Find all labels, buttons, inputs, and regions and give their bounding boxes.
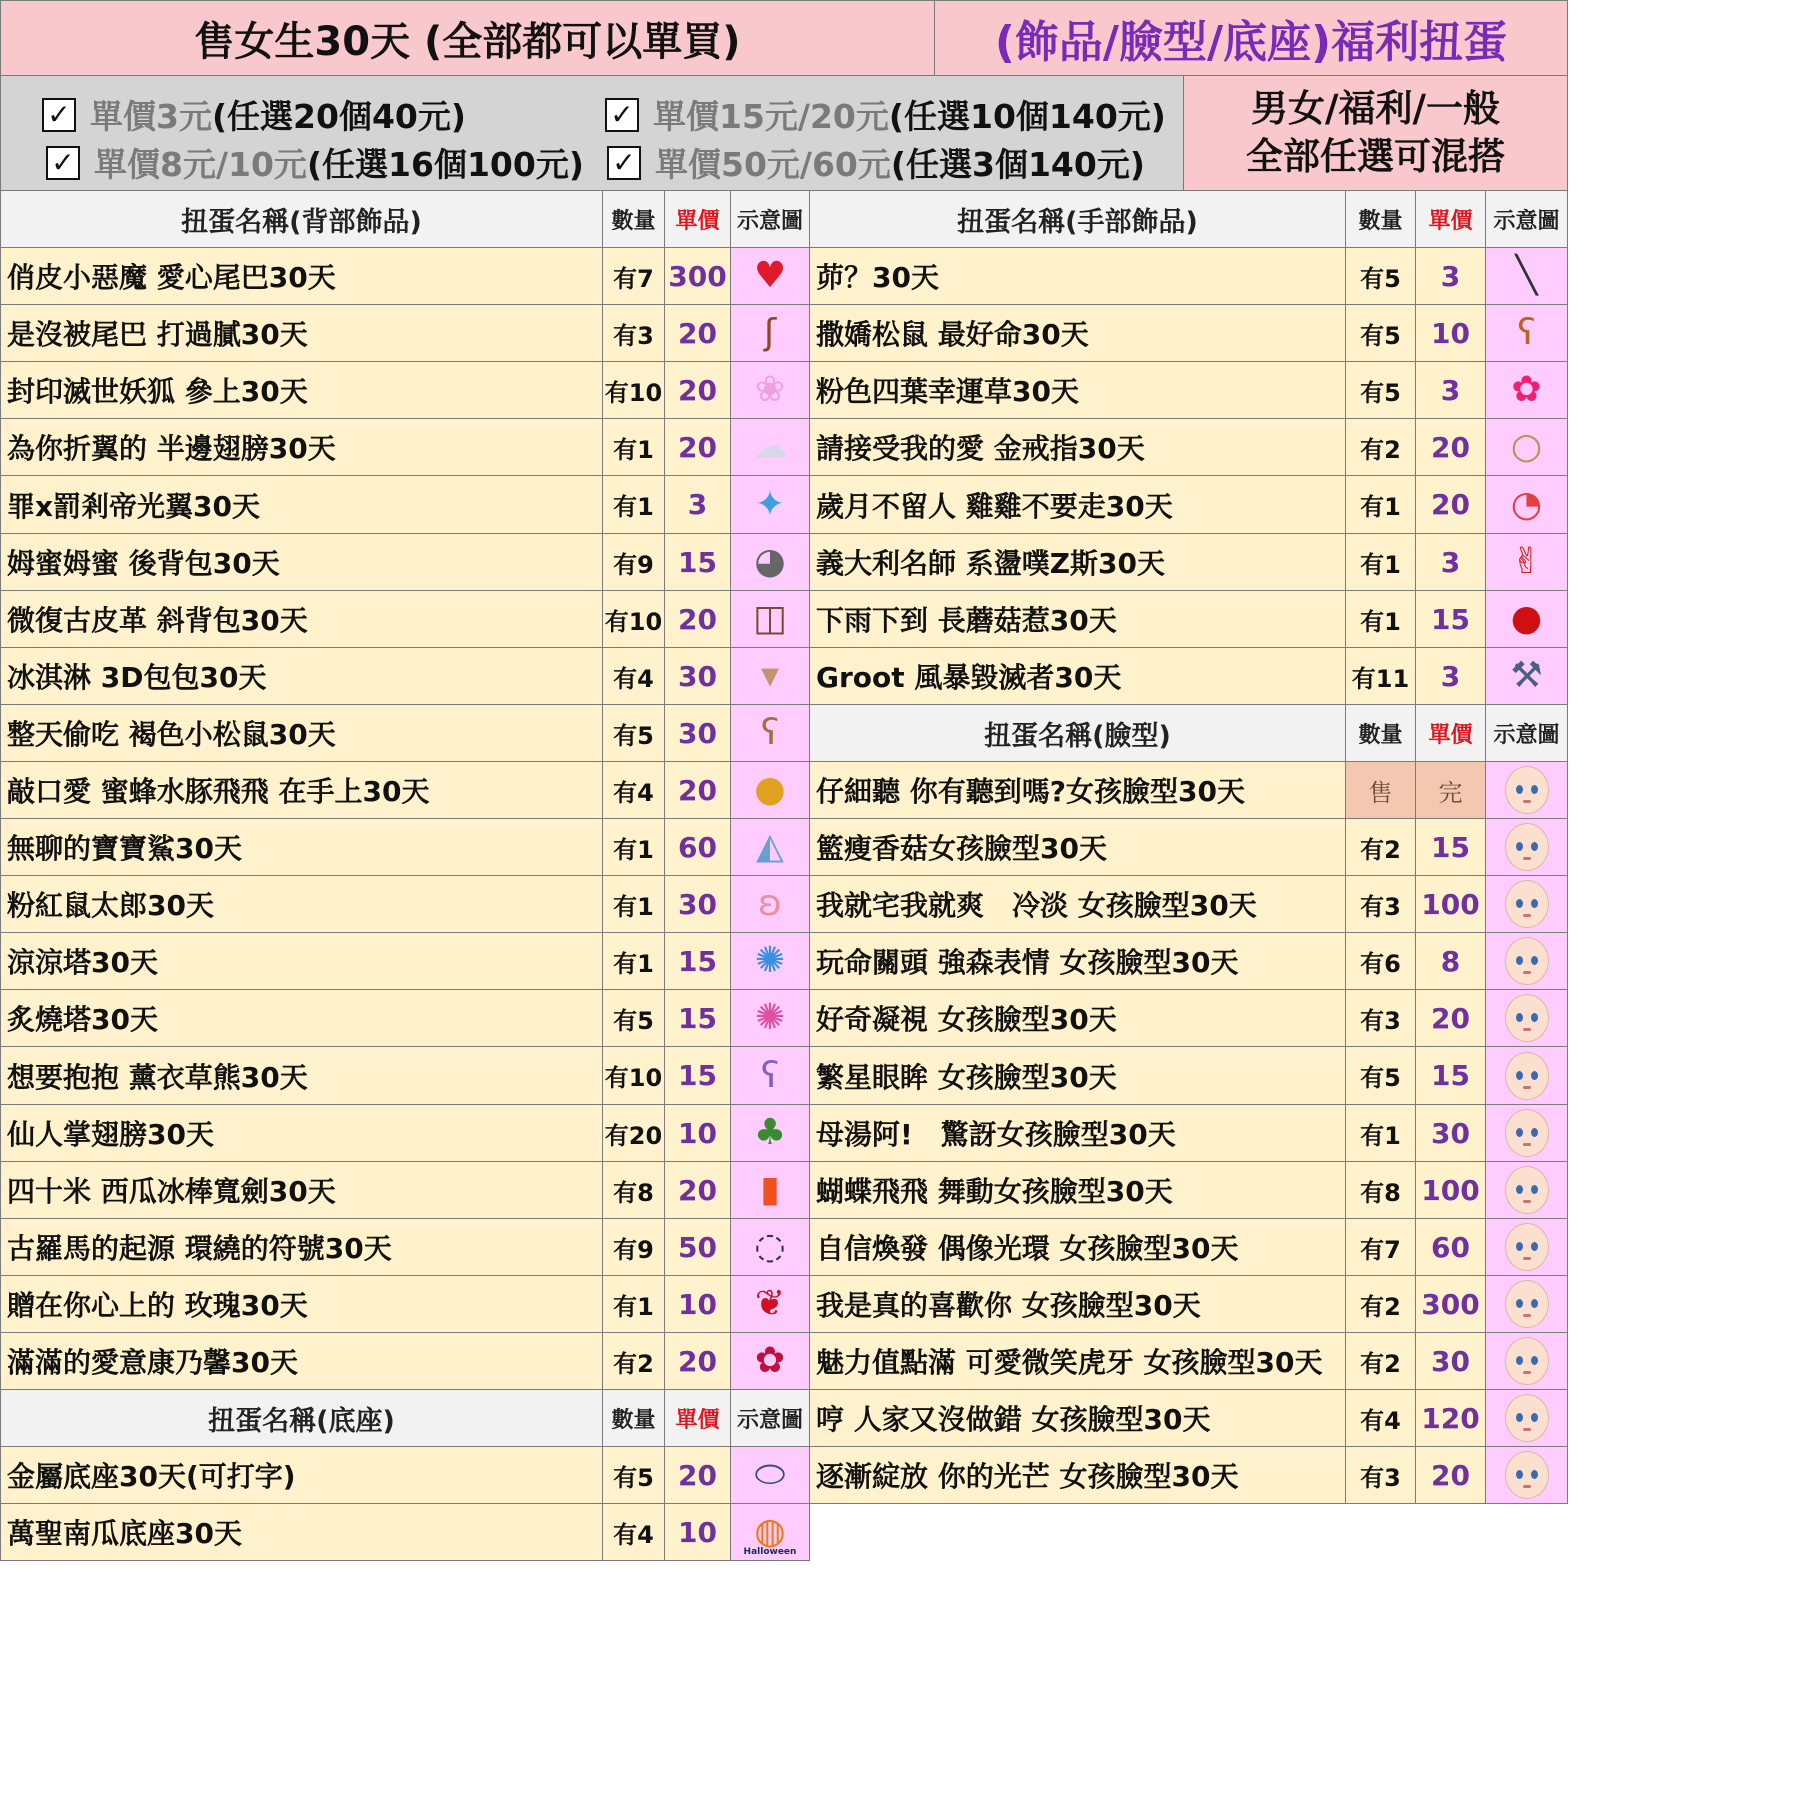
item-qty: 有1 — [602, 875, 665, 933]
item-price: 30 — [1415, 1104, 1486, 1162]
item-price: 30 — [664, 647, 731, 705]
gacha-title: (飾品/臉型/底座)福利扭蛋 — [934, 0, 1568, 76]
item-qty: 有10 — [602, 590, 665, 648]
item-price: 20 — [1415, 418, 1486, 476]
item-qty: 有5 — [1345, 361, 1416, 419]
option-8-10 — [46, 139, 584, 186]
light-wings-icon: ✦ — [754, 483, 786, 525]
item-price: 60 — [1415, 1218, 1486, 1276]
item-image — [730, 533, 810, 591]
item-qty: 有8 — [602, 1161, 665, 1219]
option-label: 單價3元 — [90, 97, 212, 136]
item-image — [1485, 1046, 1568, 1105]
item-qty: 有3 — [1345, 875, 1416, 933]
item-qty: 有1 — [602, 1275, 665, 1333]
pic-header: 示意圖 — [1485, 190, 1568, 248]
item-image — [730, 1046, 810, 1105]
item-qty: 有4 — [602, 647, 665, 705]
item-image — [1485, 932, 1568, 990]
hand-name-header: 扭蛋名稱(手部飾品) — [809, 190, 1346, 248]
baby-shark-icon: ◭ — [756, 826, 784, 867]
item-price: 20 — [664, 1446, 731, 1504]
item-name: 罪x罰剎帝光翼30天 — [0, 475, 603, 534]
item-name: 茆？30天 — [809, 247, 1346, 305]
item-name: 俏皮小惡魔 愛心尾巴30天 — [0, 247, 603, 305]
item-name: 撒嬌松鼠 最好命30天 — [809, 304, 1346, 362]
option-value: (任選20個40元) — [211, 97, 466, 136]
item-price: 20 — [664, 1332, 731, 1390]
item-qty: 有4 — [602, 761, 665, 819]
option-value: (任選3個140元) — [890, 145, 1145, 184]
item-price: 8 — [1415, 932, 1486, 990]
item-name: 哼 人家又沒做錯 女孩臉型30天 — [809, 1389, 1346, 1447]
face-sad-icon — [1505, 823, 1549, 871]
item-image — [730, 818, 810, 876]
item-price: 3 — [664, 475, 731, 534]
icecream-bag-icon: ▾ — [760, 655, 780, 696]
item-image — [1485, 590, 1568, 648]
item-name: 整天偷吃 褐色小松鼠30天 — [0, 704, 603, 762]
checkbox-icon[interactable]: ✓ — [605, 98, 639, 132]
half-wing-icon: ☁ — [752, 426, 788, 467]
option-value: (任選16個100元) — [306, 145, 584, 184]
item-image — [1485, 533, 1568, 591]
item-image — [730, 704, 810, 762]
option-value: (任選10個140元) — [888, 97, 1166, 136]
item-qty: 有11 — [1345, 647, 1416, 705]
item-qty: 有3 — [1345, 1446, 1416, 1504]
pumpkin-base-icon: ◍ — [754, 1511, 786, 1552]
item-image — [1485, 1332, 1568, 1390]
item-image — [1485, 761, 1568, 819]
face-listen-icon — [1505, 766, 1549, 814]
item-name: 粉紅鼠太郎30天 — [0, 875, 603, 933]
item-qty: 有3 — [602, 304, 665, 362]
option-50-60 — [607, 139, 1145, 186]
item-name: 歲月不留人 雞雞不要走30天 — [809, 475, 1346, 534]
price-header: 單價 — [664, 1389, 731, 1447]
item-price: 10 — [664, 1503, 731, 1561]
headers-face-header: 扭蛋名稱(臉型) — [809, 704, 1346, 762]
price-header: 單價 — [664, 190, 731, 248]
qty-header: 數量 — [1345, 190, 1416, 248]
item-image — [730, 1218, 810, 1276]
item-image — [730, 475, 810, 534]
gold-ring-icon: ○ — [1510, 426, 1543, 467]
item-image — [730, 1503, 810, 1561]
item-qty: 有2 — [1345, 418, 1416, 476]
face-curious-icon — [1505, 994, 1549, 1042]
mix-note-line1: 男女/福利/一般 — [1250, 87, 1501, 130]
item-qty: 有1 — [602, 818, 665, 876]
face-like-you-icon — [1505, 1280, 1549, 1328]
item-image — [730, 247, 810, 305]
face-johnson-icon — [1505, 937, 1549, 985]
item-price: 15 — [1415, 1046, 1486, 1105]
item-qty: 有5 — [602, 704, 665, 762]
item-name: 微復古皮革 斜背包30天 — [0, 590, 603, 648]
mix-note — [1183, 75, 1568, 191]
item-name: 炙燒塔30天 — [0, 989, 603, 1047]
item-name: 請接受我的愛 金戒指30天 — [809, 418, 1346, 476]
item-name: 義大利名師 系盪噗Z斯30天 — [809, 533, 1346, 591]
metal-base-icon: ⬭ — [754, 1454, 786, 1495]
item-qty: 有4 — [1345, 1389, 1416, 1447]
checkbox-icon[interactable]: ✓ — [42, 98, 76, 132]
checkbox-icon[interactable]: ✓ — [46, 146, 80, 180]
item-price: 50 — [664, 1218, 731, 1276]
item-price: 30 — [664, 704, 731, 762]
face-shine-icon — [1505, 1451, 1549, 1499]
face-fang-smile-icon — [1505, 1337, 1549, 1385]
backpack-icon: ◕ — [754, 541, 786, 582]
face-pout-icon — [1505, 1394, 1549, 1442]
item-price: 30 — [1415, 1332, 1486, 1390]
item-price: 10 — [664, 1275, 731, 1333]
cactus-icon: ♣ — [753, 1112, 787, 1153]
item-price: 3 — [1415, 361, 1486, 419]
item-image — [730, 590, 810, 648]
item-image — [1485, 418, 1568, 476]
item-qty: 有3 — [1345, 989, 1416, 1047]
item-qty: 有5 — [1345, 247, 1416, 305]
item-qty: 有1 — [602, 475, 665, 534]
pic-header: 示意圖 — [730, 190, 810, 248]
item-qty: 有9 — [602, 533, 665, 591]
item-image — [1485, 247, 1568, 305]
item-name: 滿滿的愛意康乃馨30天 — [0, 1332, 603, 1390]
item-price: 20 — [664, 1161, 731, 1219]
pic-header: 示意圖 — [730, 1389, 810, 1447]
blue-octopus-icon: ✺ — [754, 940, 786, 981]
item-price: 20 — [664, 418, 731, 476]
item-qty: 有2 — [602, 1332, 665, 1390]
item-price: 100 — [1415, 1161, 1486, 1219]
item-name: 封印滅世妖狐 參上30天 — [0, 361, 603, 419]
option-label: 單價8元/10元 — [94, 145, 307, 184]
item-name: 魅力值點滿 可愛微笑虎牙 女孩臉型30天 — [809, 1332, 1346, 1390]
item-qty: 有9 — [602, 1218, 665, 1276]
item-name: 蝴蝶飛飛 舞動女孩臉型30天 — [809, 1161, 1346, 1219]
item-price: 120 — [1415, 1389, 1486, 1447]
lobster-claws-icon: ✌ — [1511, 541, 1542, 582]
face-cold-icon — [1505, 880, 1549, 928]
mushroom-icon: ● — [1510, 598, 1543, 639]
item-price: 3 — [1415, 533, 1486, 591]
price-options-panel — [0, 75, 1184, 191]
item-image — [1485, 818, 1568, 876]
option-label: 單價50元/60元 — [655, 145, 891, 184]
item-price: 15 — [664, 932, 731, 990]
fox-tails-icon: ❀ — [754, 369, 786, 410]
item-image — [1485, 647, 1568, 705]
item-image — [730, 1275, 810, 1333]
item-image — [1485, 1161, 1568, 1219]
item-price: 60 — [664, 818, 731, 876]
item-price: 15 — [664, 533, 731, 591]
item-name: 敲口愛 蜜蜂水豚飛飛 在手上30天 — [0, 761, 603, 819]
item-qty: 有1 — [1345, 475, 1416, 534]
squirrel-plush-icon: ʕ — [1517, 312, 1536, 353]
item-qty: 有2 — [1345, 1332, 1416, 1390]
item-image — [1485, 304, 1568, 362]
leather-bag-icon: ◫ — [752, 598, 787, 639]
item-name: 姆蜜姆蜜 後背包30天 — [0, 533, 603, 591]
item-image — [730, 647, 810, 705]
item-name: 我就宅我就爽 冷淡 女孩臉型30天 — [809, 875, 1346, 933]
lavender-bear-icon: ʕ — [760, 1054, 780, 1096]
item-name: 金屬底座30天(可打字) — [0, 1446, 603, 1504]
item-name: Groot 風暴毀滅者30天 — [809, 647, 1346, 705]
item-qty: 有7 — [602, 247, 665, 305]
price-header: 單價 — [1415, 190, 1486, 248]
item-qty: 有2 — [1345, 818, 1416, 876]
roman-numerals-icon: ◌ — [754, 1226, 786, 1267]
item-image — [730, 932, 810, 990]
item-name: 古羅馬的起源 環繞的符號30天 — [0, 1218, 603, 1276]
item-name: 母湯阿! 驚訝女孩臉型30天 — [809, 1104, 1346, 1162]
sold-out-badge: 售 — [1345, 761, 1416, 819]
item-price: 3 — [1415, 247, 1486, 305]
item-image — [730, 1104, 810, 1162]
item-image — [1485, 475, 1568, 534]
item-qty: 有20 — [602, 1104, 665, 1162]
item-image — [730, 304, 810, 362]
item-image — [730, 1332, 810, 1390]
item-price: 300 — [1415, 1275, 1486, 1333]
face-idol-icon — [1505, 1223, 1549, 1271]
stormbreaker-icon: ⚒ — [1510, 655, 1543, 696]
squirrel-icon: ʕ — [760, 712, 780, 753]
qty-header: 數量 — [602, 190, 665, 248]
item-image — [1485, 1275, 1568, 1333]
item-image — [1485, 875, 1568, 933]
item-qty: 有5 — [602, 989, 665, 1047]
item-image — [730, 875, 810, 933]
item-qty: 有1 — [1345, 533, 1416, 591]
item-qty: 有1 — [1345, 1104, 1416, 1162]
back-name-header: 扭蛋名稱(背部飾品) — [0, 190, 603, 248]
item-price: 20 — [1415, 475, 1486, 534]
item-name: 是沒被尾巴 打過膩30天 — [0, 304, 603, 362]
qty-header: 數量 — [602, 1389, 665, 1447]
halloween-text: Halloween — [743, 1547, 797, 1557]
item-qty: 有5 — [1345, 304, 1416, 362]
face-star-eyes-icon — [1505, 1052, 1549, 1100]
item-image — [1485, 1446, 1568, 1504]
item-image — [1485, 1389, 1568, 1447]
rose-icon: ❦ — [754, 1283, 786, 1324]
squirrel-tail-icon: ʃ — [763, 312, 777, 353]
item-qty: 有10 — [602, 1046, 665, 1105]
item-image — [730, 361, 810, 419]
item-name: 為你折翼的 半邊翅膀30天 — [0, 418, 603, 476]
item-name: 好奇凝視 女孩臉型30天 — [809, 989, 1346, 1047]
item-image — [1485, 361, 1568, 419]
item-name: 想要抱抱 薰衣草熊30天 — [0, 1046, 603, 1105]
item-qty: 有7 — [1345, 1218, 1416, 1276]
item-price: 15 — [1415, 818, 1486, 876]
item-qty: 有5 — [602, 1446, 665, 1504]
price-header: 單價 — [1415, 704, 1486, 762]
item-image — [1485, 989, 1568, 1047]
option-3 — [42, 91, 466, 138]
item-price: 15 — [664, 1046, 731, 1105]
item-qty: 有10 — [602, 361, 665, 419]
item-qty: 有1 — [1345, 590, 1416, 648]
item-name: 籃瘦香菇女孩臉型30天 — [809, 818, 1346, 876]
item-name: 逐漸綻放 你的光芒 女孩臉型30天 — [809, 1446, 1346, 1504]
item-price: 20 — [1415, 1446, 1486, 1504]
item-price: 20 — [1415, 989, 1486, 1047]
item-price: 20 — [664, 304, 731, 362]
item-price: 3 — [1415, 647, 1486, 705]
option-15-20 — [605, 91, 1166, 138]
item-image — [730, 989, 810, 1047]
option-label: 單價15元/20元 — [653, 97, 889, 136]
item-price: 20 — [664, 761, 731, 819]
heart-tail-icon: ♥ — [753, 255, 787, 296]
item-name: 粉色四葉幸運草30天 — [809, 361, 1346, 419]
item-image — [1485, 1104, 1568, 1162]
pink-clover-icon: ✿ — [1511, 369, 1542, 410]
item-price: 30 — [664, 875, 731, 933]
face-butterfly-icon — [1505, 1166, 1549, 1214]
item-image — [730, 418, 810, 476]
pink-mouse-icon: ʚ — [758, 883, 782, 924]
item-name: 下雨下到 長蘑菇惹30天 — [809, 590, 1346, 648]
face-surprised-icon — [1505, 1109, 1549, 1157]
item-price: 15 — [1415, 590, 1486, 648]
item-name: 涼涼塔30天 — [0, 932, 603, 990]
mix-note-line2: 全部任選可混搭 — [1246, 135, 1505, 178]
qty-header: 數量 — [1345, 704, 1416, 762]
item-qty: 有1 — [602, 418, 665, 476]
item-price: 15 — [664, 989, 731, 1047]
checkbox-icon[interactable]: ✓ — [607, 146, 641, 180]
item-name: 仙人掌翅膀30天 — [0, 1104, 603, 1162]
item-name: 繁星眼眸 女孩臉型30天 — [809, 1046, 1346, 1105]
item-name: 無聊的寶寶鯊30天 — [0, 818, 603, 876]
item-qty: 有6 — [1345, 932, 1416, 990]
item-qty: 有4 — [602, 1503, 665, 1561]
item-name: 我是真的喜歡你 女孩臉型30天 — [809, 1275, 1346, 1333]
pink-octopus-icon: ✺ — [754, 997, 786, 1038]
item-qty: 有8 — [1345, 1161, 1416, 1219]
item-qty: 有5 — [1345, 1046, 1416, 1105]
item-name: 自信煥發 偶像光環 女孩臉型30天 — [809, 1218, 1346, 1276]
item-name: 四十米 西瓜冰棒寬劍30天 — [0, 1161, 603, 1219]
item-image — [730, 1161, 810, 1219]
item-name: 萬聖南瓜底座30天 — [0, 1503, 603, 1561]
item-image — [730, 761, 810, 819]
item-price: 20 — [664, 361, 731, 419]
item-name: 冰淇淋 3D包包30天 — [0, 647, 603, 705]
sold-out-badge: 完 — [1415, 761, 1486, 819]
item-qty: 有2 — [1345, 1275, 1416, 1333]
item-image — [1485, 1218, 1568, 1276]
popsicle-sword-icon: ▮ — [760, 1169, 780, 1210]
page-title: 售女生30天 (全部都可以單買) — [0, 0, 935, 76]
item-price: 20 — [664, 590, 731, 648]
headers-base-header: 扭蛋名稱(底座) — [0, 1389, 603, 1447]
chicken-icon: ◔ — [1510, 483, 1543, 525]
bee-capybara-icon: ● — [754, 769, 786, 810]
item-price: 10 — [664, 1104, 731, 1162]
hammer-wand-icon: ╲ — [1515, 255, 1538, 296]
item-image — [730, 1446, 810, 1504]
item-name: 仔細聽 你有聽到嗎?女孩臉型30天 — [809, 761, 1346, 819]
carnation-icon: ✿ — [754, 1340, 786, 1381]
item-qty: 有1 — [602, 932, 665, 990]
pic-header: 示意圖 — [1485, 704, 1568, 762]
item-price: 100 — [1415, 875, 1486, 933]
item-name: 贈在你心上的 玫瑰30天 — [0, 1275, 603, 1333]
item-price: 10 — [1415, 304, 1486, 362]
item-name: 玩命關頭 強森表情 女孩臉型30天 — [809, 932, 1346, 990]
item-price: 300 — [664, 247, 731, 305]
